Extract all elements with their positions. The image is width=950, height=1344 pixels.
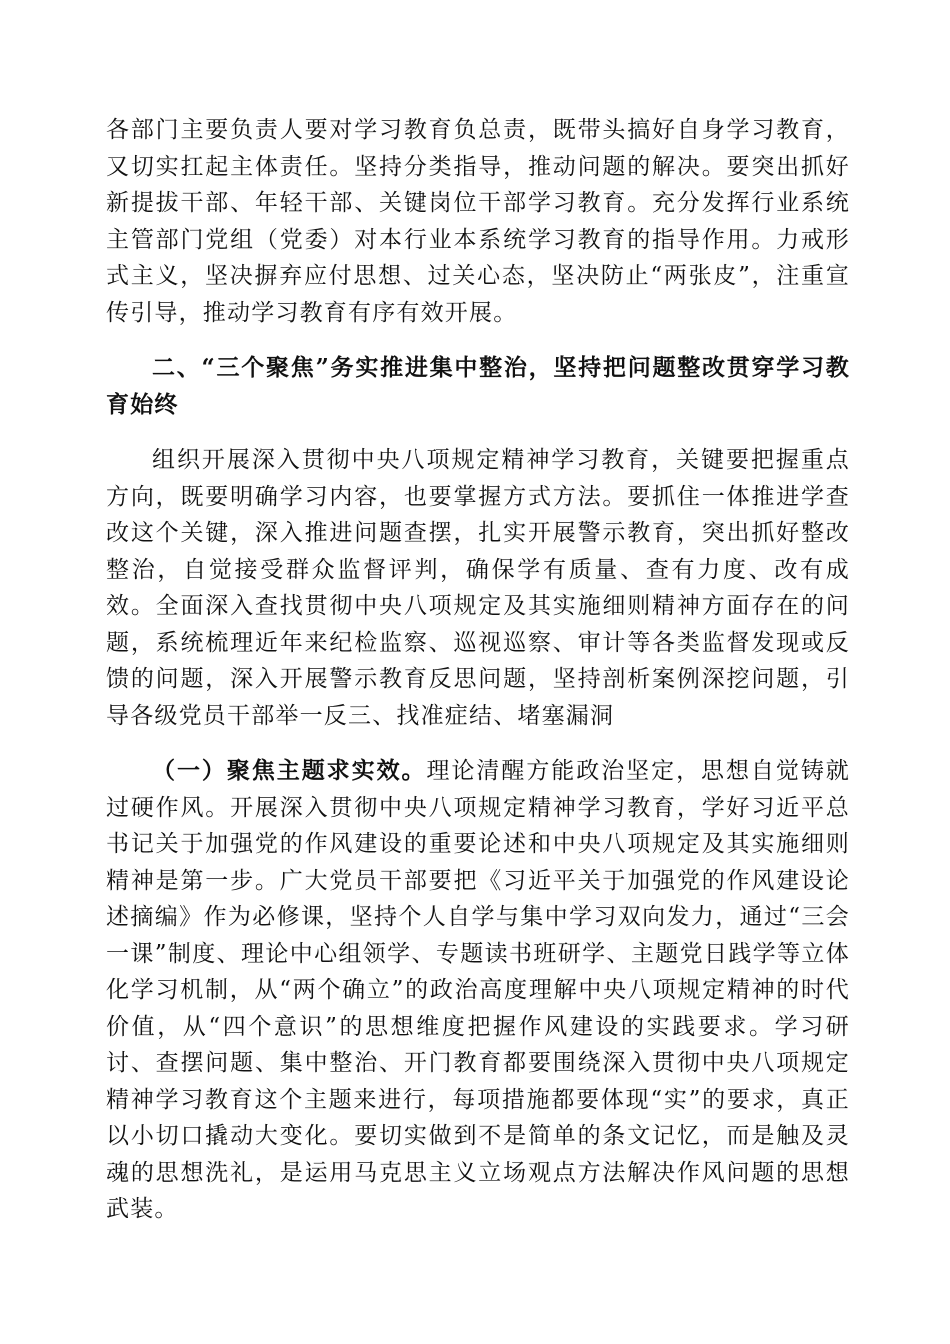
subsection-paragraph: [106, 753, 850, 1228]
body-paragraph: 各部门主要负责人要对学习教育负总责，既带头搞好自身学习教育，又切实扛起主体责任。坚持分类指导，推动问题的解决。要突出抓好新提拔干部、年轻干部、关键岗位干部学习教育。充分发挥行业系统主管部门党组（党委）对本行业本系统学习教育的指导作用。力戒形式主义，坚决摒弃应付思想、过关心态，坚决防止“两张皮”，注重宣传引导，推动学习教育有序有效开展。: [106, 117, 850, 326]
document-body: [106, 112, 850, 1228]
body-paragraph: 组织开展深入贯彻中央八项规定精神学习教育，关键要把握重点方向，既要明确学习内容，也要掌握方式方法。要抓住一体推进学查改这个关键，深入推进问题查摆，扎实开展警示教育，突出抓好整改整治，自觉接受群众监督评判，确保学有质量、查有力度、改有成效。全面深入查找贯彻中央八项规定及其实施细则精神方面存在的问题，系统梳理近年来纪检监察、巡视巡察、审计等各类监督发现或反馈的问题，深入开展警示教育反思问题，坚持剖析案例深挖问题，引导各级党员干部举一反三、找准症结、堵塞漏洞: [106, 447, 850, 729]
section-heading: 二、“三个聚焦”务实推进集中整治，坚持把问题整改贯穿学习教育始终: [106, 354, 850, 418]
subsection-text: 理论清醒方能政治坚定，思想自觉铸就过硬作风。开展深入贯彻中央八项规定精神学习教育，学好习近平总书记关于加强党的作风建设的重要论述和中央八项规定及其实施细则精神是第一步。广大党员干部要把《习近平关于加强党的作风建设论述摘编》作为必修课，坚持个人自学与集中学习双向发力，通过“三会一课”制度、理论中心组领学、专题读书班研学、主题党日践学等立体化学习机制，从“两个确立”的政治高度理解中央八项规定精神的时代价值，从“四个意识”的思想维度把握作风建设的实践要求。学习研讨、查摆问题、集中整治、开门教育都要围绕深入贯彻中央八项规定精神学习教育这个主题来进行，每项措施都要体现“实”的要求，真正以小切口撬动大变化。要切实做到不是简单的条文记忆，而是触及灵魂的思想洗礼，是运用马克思主义立场观点方法解决作风问题的思想武装。: [106, 758, 850, 1222]
subsection-heading: （一）聚焦主题求实效。: [152, 757, 427, 784]
